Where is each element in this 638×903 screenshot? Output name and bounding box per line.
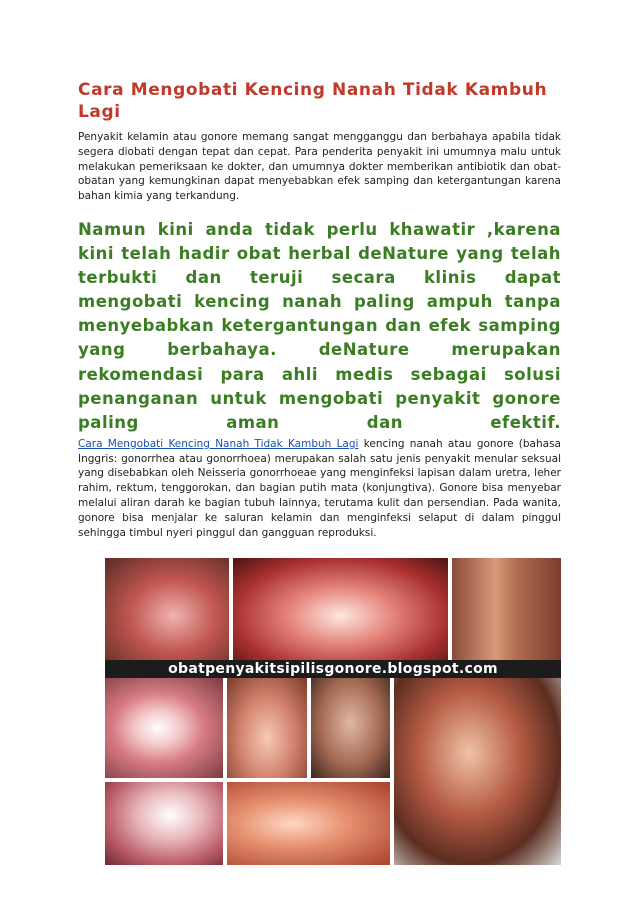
highlight-paragraph: Namun kini anda tidak perlu khawatir ,karena kini telah hadir obat herbal deNature yang telah terbukti dan teruji secara klinis dapat mengobati kencing nanah paling ampuh tanpa menyebabkan ketergantungan dan efek samping yang berbahaya. deNature merupakan rekomendasi para ahli medis sebagai solusi penanganan untuk mengobati penyakit gonore paling aman dan efektif. — [78, 219, 561, 432]
collage-photo — [311, 678, 390, 778]
body-text: kencing nanah atau gonore (bahasa Inggris: gonorrhea atau gonorrhoea) merupakan salah satu jenis penyakit menular seksual yang disebabkan oleh Neisseria gonorrhoeae yang menginfeksi lapisan dalam uretra, leher rahim, rektum, tenggorokan, dan bagian putih mata (konjungtiva). Gonore bisa menyebar melalui aliran darah ke bagian tubuh lainnya, terutama kulit dan persendian. Pada wanita, gonore bisa menjalar ke saluran kelamin dan menginfeksi selaput di dalam pinggul sehingga timbul nyeri pinggul dan gangguan reproduksi. — [78, 437, 561, 539]
article-link[interactable]: Cara Mengobati Kencing Nanah Tidak Kambuh Lagi — [78, 437, 359, 450]
collage-photo — [227, 782, 390, 865]
collage-photo — [105, 782, 223, 865]
body-paragraph — [78, 437, 561, 541]
collage-photo — [452, 558, 561, 663]
collage-photo — [227, 678, 307, 778]
collage-photo — [105, 558, 229, 663]
collage-photo — [233, 558, 448, 663]
intro-paragraph: Penyakit kelamin atau gonore memang sangat mengganggu dan berbahaya apabila tidak segera diobati dengan tepat dan cepat. Para penderita penyakit ini umumnya malu untuk melakukan pemeriksaan ke dokter, dan umumnya dokter memberikan antibiotik dan obat-obatan yang kemungkinan dapat menyebabkan efek samping dan ketergantungan karena bahan kimia yang terkandung. — [78, 131, 561, 203]
collage-watermark: obatpenyakitsipilisgonore.blogspot.com — [105, 660, 561, 678]
collage-photo — [105, 678, 223, 778]
page-title: Cara Mengobati Kencing Nanah Tidak Kambuh Lagi — [78, 80, 548, 122]
collage-photo — [394, 678, 561, 865]
medical-photo-collage — [105, 558, 561, 865]
document-page — [78, 79, 561, 540]
